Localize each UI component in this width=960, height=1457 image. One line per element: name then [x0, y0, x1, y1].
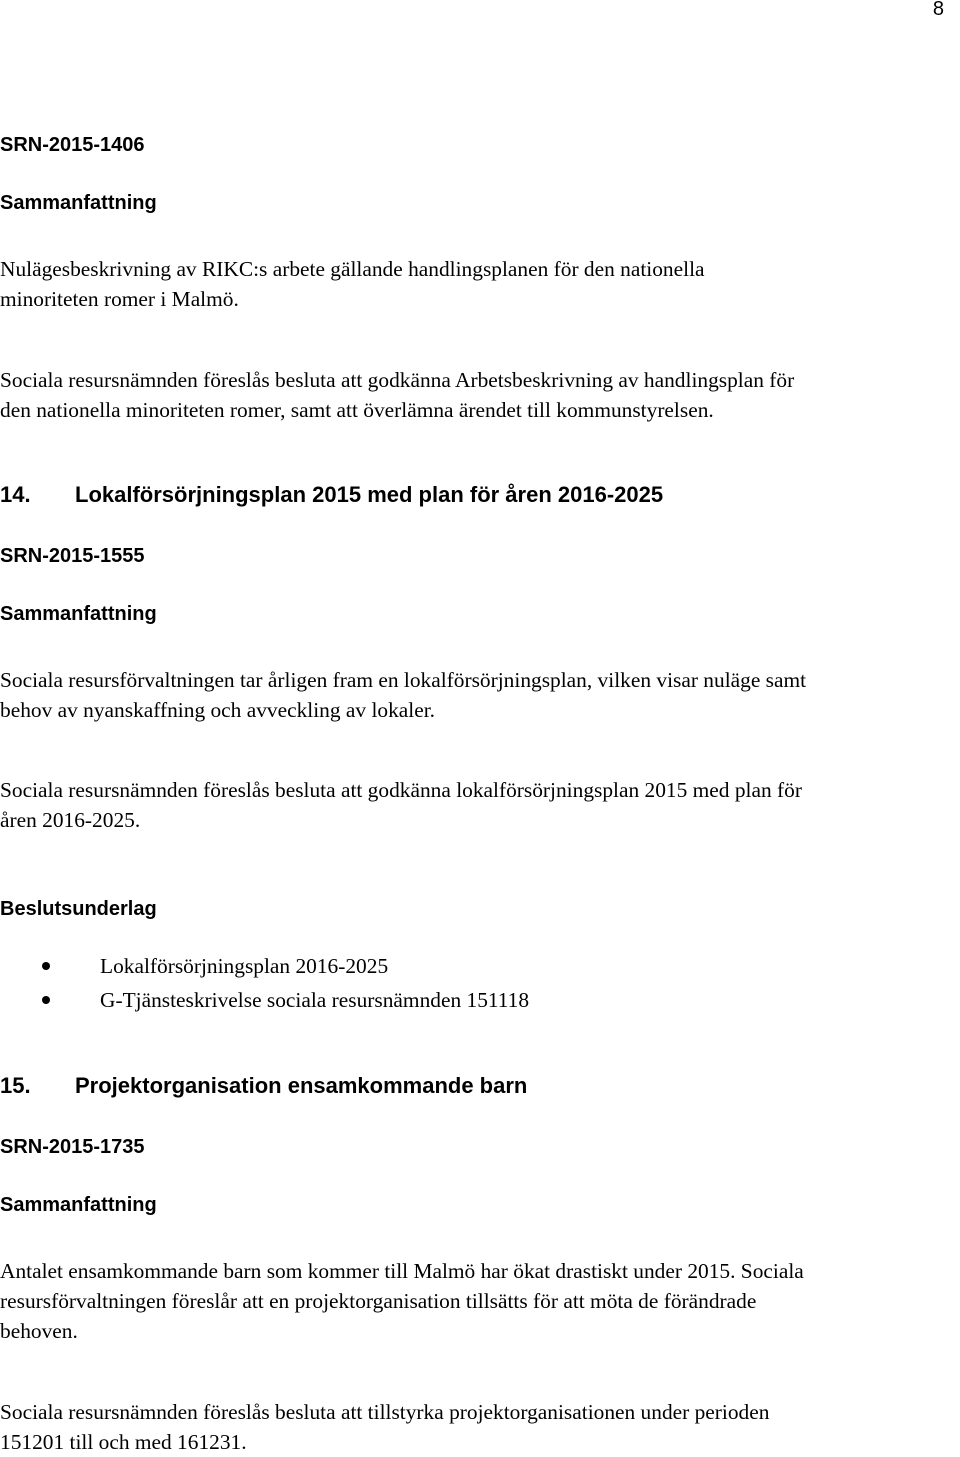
- case-number: SRN-2015-1406: [0, 134, 145, 156]
- paragraph: Sociala resursnämnden föreslås besluta att godkänna lokalförsörjningsplan 2015 med plan för åren 2016-2025.: [0, 778, 802, 832]
- case-number: SRN-2015-1735: [0, 1136, 145, 1158]
- section-title: Lokalförsörjningsplan 2015 med plan för åren 2016-2025: [75, 482, 664, 507]
- list-item: G-Tjänsteskrivelse sociala resursnämnden 151118: [0, 983, 529, 1017]
- paragraph: Antalet ensamkommande barn som kommer till Malmö har ökat drastiskt under 2015. Sociala resursförvaltningen föreslår att en projektorganisation tillsätts för att möta de förändrade behoven.: [0, 1259, 804, 1343]
- section-heading: [0, 1073, 527, 1099]
- page-number: 8: [932, 0, 944, 20]
- section-number: 15.: [0, 1073, 31, 1098]
- section-title: Projektorganisation ensamkommande barn: [75, 1073, 528, 1098]
- paragraph: Sociala resursnämnden föreslås besluta att tillstyrka projektorganisationen under perioden 151201 till och med 161231.: [0, 1400, 770, 1454]
- basis-list: [0, 949, 529, 1017]
- section-heading: [0, 482, 663, 508]
- paragraph: Nulägesbeskrivning av RIKC:s arbete gällande handlingsplanen för den nationella minoriteten romer i Malmö.: [0, 257, 705, 311]
- basis-label: Beslutsunderlag: [0, 898, 157, 920]
- bullet-icon: [42, 996, 50, 1004]
- list-item: Lokalförsörjningsplan 2016-2025: [0, 949, 529, 983]
- summary-label: Sammanfattning: [0, 603, 157, 625]
- bullet-icon: [42, 962, 50, 970]
- case-number: SRN-2015-1555: [0, 545, 145, 567]
- section-number: 14.: [0, 482, 31, 507]
- summary-label: Sammanfattning: [0, 192, 157, 214]
- summary-label: Sammanfattning: [0, 1194, 157, 1216]
- paragraph: Sociala resursförvaltningen tar årligen fram en lokalförsörjningsplan, vilken visar nuläge samt behov av nyanskaffning och avveckling av lokaler.: [0, 668, 807, 722]
- paragraph: Sociala resursnämnden föreslås besluta att godkänna Arbetsbeskrivning av handlingsplan för den nationella minoriteten romer, samt att överlämna ärendet till kommunstyrelsen.: [0, 368, 795, 422]
